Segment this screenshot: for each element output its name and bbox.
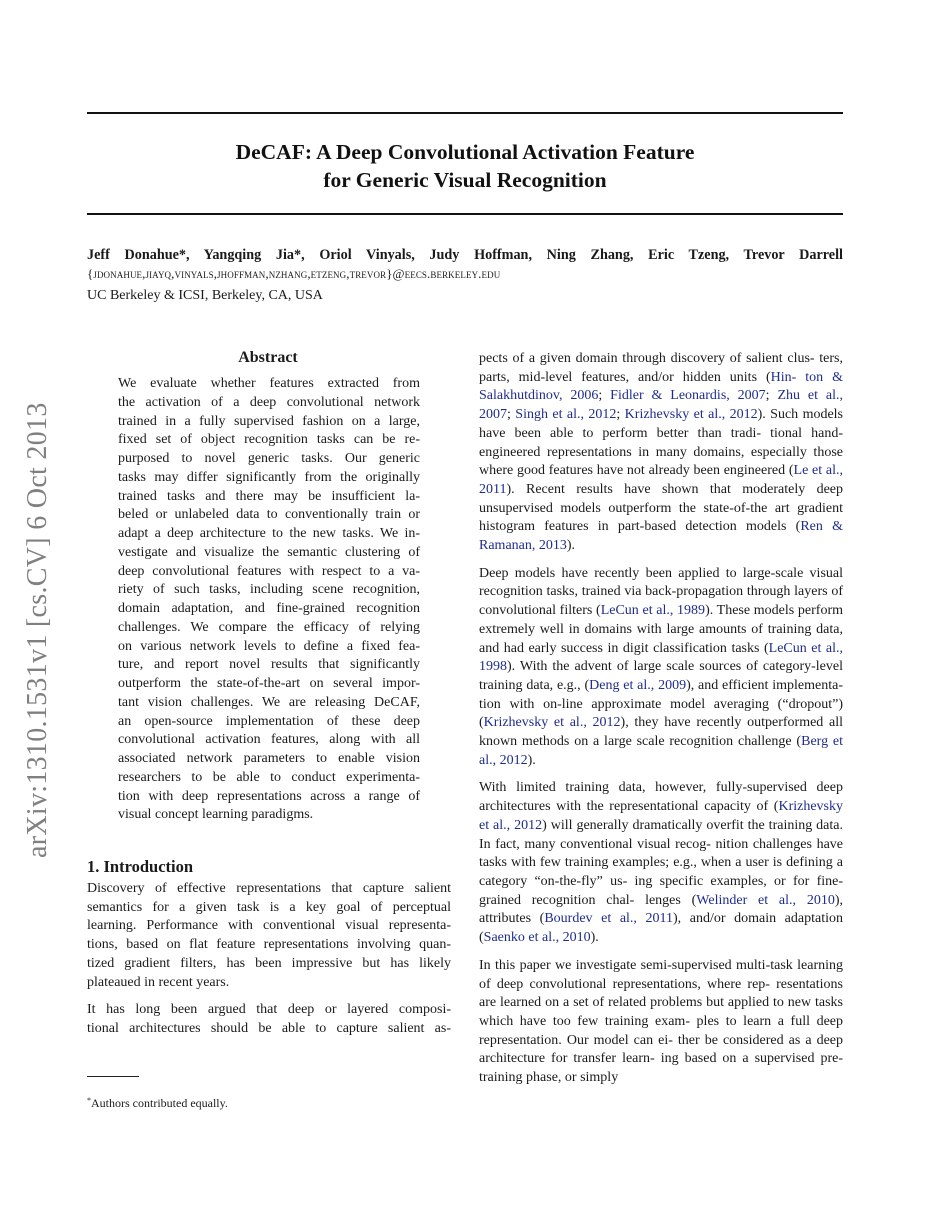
text-run: ). Such models have been able to perform better than tradi- tional hand-engineered representations in many domains, especially those where good features have not already been engineered (	[479, 407, 844, 479]
citation-link[interactable]: Krizhevsky et al., 2012	[624, 407, 758, 423]
text-run: ), attributes (	[479, 892, 843, 927]
text-line: ture, and report novel results that significantly	[118, 657, 420, 673]
left-column-intro-text	[87, 880, 451, 1048]
text-run: ), and efficient implementa- tion with on-line approximate model averaging (“dropout”) (	[479, 677, 843, 731]
text-run: ), they have recently outperformed all known methods on a large scale recognition challenge (	[479, 715, 843, 750]
text-line: We evaluate whether features extracted from	[118, 376, 420, 391]
paragraph	[479, 957, 843, 1088]
title-bottom-rule	[87, 213, 843, 215]
citation-link[interactable]: Bourdev et al., 2011	[544, 911, 673, 927]
text-run: ).	[527, 752, 536, 768]
citation-link[interactable]: LeCun et al., 1989	[600, 603, 706, 619]
text-line: vestigate and visualize the semantic clustering of	[118, 544, 420, 560]
footnote-rule	[87, 1076, 139, 1077]
text-run: ) will generally dramatically overfit the training data. In fact, many conventional visual recog- nition challenges have tasks with few training examples; e.g., when a user is defining a category “on-the-fly” us- ing specific examples, or for fine-grained recognition chal- lenges (	[479, 817, 843, 908]
citation-link[interactable]: Saenko et al., 2010	[483, 930, 591, 946]
text-line: tized gradient filters, has been impressive but has likely	[87, 955, 451, 971]
abstract-body	[118, 375, 420, 825]
text-line: It has long been argued that deep or layered composi-	[87, 1002, 451, 1018]
text-line: tasks may differ significantly from the originally	[118, 469, 420, 485]
text-line: tional architectures should be able to capture salient as-	[87, 1020, 451, 1036]
text-line: adapt a deep architecture to the new tasks. We in-	[118, 526, 420, 541]
citation-link[interactable]: Deng et al., 2009	[589, 677, 687, 693]
text-line: fixed set of object recognition tasks can be re-	[118, 432, 420, 448]
text-line: researchers to be able to conduct experimenta-	[118, 769, 420, 785]
arxiv-identifier-stamp: arXiv:1310.1531v1 [cs.CV] 6 Oct 2013	[22, 402, 53, 858]
text-run: ;	[598, 388, 611, 404]
author-list	[87, 246, 843, 264]
citation-link[interactable]: LeCun et al., 1998	[479, 640, 843, 675]
citation-link[interactable]: Krizhevsky et al., 2012	[483, 715, 621, 731]
text-line: plateaued in recent years.	[87, 974, 230, 990]
text-run: ).	[590, 930, 599, 946]
citation-link[interactable]: Berg et al., 2012	[479, 734, 843, 768]
text-run: Deep models have recently been applied to large-scale visual recognition tasks, trained via back-propagation through layers of convolutional filters (	[479, 565, 843, 619]
citation-link[interactable]: Fidler & Leonardis, 2007	[610, 388, 766, 404]
text-line: deep convolutional features with respect to a va-	[118, 563, 420, 579]
section-heading-introduction: 1. Introduction	[87, 857, 194, 876]
paper-title-line-2: for Generic Visual Recognition	[323, 168, 607, 192]
text-line: convolutional activation features, along with all	[118, 732, 420, 748]
text-line: tion with deep representations across a range of	[118, 788, 420, 804]
text-run: ;	[507, 407, 516, 423]
text-line: challenges. We compare the efficacy of relying	[118, 619, 420, 635]
text-run: pects of a given domain through discovery of salient clus- ters, parts, mid-level features, and/or hidden units (	[479, 351, 843, 385]
text-run: ;	[616, 407, 625, 423]
author-affiliation: UC Berkeley & ICSI, Berkeley, CA, USA	[87, 288, 323, 303]
text-run: ). These models perform extremely well in domains with large amounts of training data, and had early success in digit classification tasks (	[479, 603, 843, 656]
citation-link[interactable]: Le et al., 2011	[479, 463, 843, 497]
text-line: semantics for a given task is a key goal of perceptual	[87, 899, 451, 915]
text-run: With limited training data, however, fully-supervised deep architectures with the representational capacity of (	[479, 780, 843, 815]
right-column-text	[479, 350, 843, 1097]
citation-link[interactable]: Zhu et al., 2007	[479, 388, 844, 423]
citation-link[interactable]: Hin- ton & Salakhutdinov, 2006	[479, 369, 843, 404]
paragraph	[87, 880, 451, 992]
text-line: an open-source implementation of these deep	[118, 713, 420, 729]
footnote-text: Authors contributed equally.	[91, 1096, 228, 1110]
text-line: trained in a fully supervised fashion on a large,	[118, 413, 420, 429]
paper-title-line-1: DeCAF: A Deep Convolutional Activation Feature	[235, 140, 695, 164]
text-line: visual concept learning paradigms.	[118, 807, 314, 823]
citation-link[interactable]: Krizhevsky et al., 2012	[479, 799, 843, 833]
text-line: riety of such tasks, including scene recognition,	[118, 582, 420, 598]
text-line: beled or unlabeled data to conventionally train or	[118, 507, 420, 523]
text-run: In this paper we investigate semi-supervised multi-task learning of deep convolutional representations, where rep- resentations are learned on a set of related problems but applied to new tasks which have too few training exam- ples to learn a full deep representation. Our model can ei- ther be considered as a deep architecture for transfer learn- ing based on a supervised pre-training phase, or simply	[479, 957, 843, 1086]
text-line: tions, based on flat feature representations involving quan-	[87, 937, 451, 953]
text-line: purposed to novel generic tasks. Our generic	[118, 451, 420, 466]
paragraph	[479, 779, 843, 947]
text-run: ). With the advent of large scale sources of category-level training data, e.g., (	[479, 659, 843, 693]
author-emails: {jdonahue,jiayq,vinyals,jhoffman,nzhang,etzeng,trevor}@eecs.berkeley.edu	[87, 266, 501, 281]
text-line: the activation of a deep convolutional network	[118, 394, 420, 410]
footnote	[87, 1093, 228, 1111]
text-run: ), and/or domain adaptation (	[479, 911, 843, 946]
text-line: Discovery of effective representations that capture salient	[87, 881, 451, 896]
text-line: tant vision challenges. We are releasing DeCAF,	[118, 694, 420, 710]
text-run: ). Recent results have shown that moderately deep unsupervised models outperform the state-of-the art gradient histogram features in part-based detection models (	[479, 481, 843, 535]
text-line: associated network parameters to enable vision	[118, 751, 420, 766]
text-line: trained tasks and there may be insufficient la-	[118, 488, 420, 504]
text-run: ).	[566, 538, 576, 554]
paragraph	[479, 350, 843, 556]
citation-link[interactable]: Welinder et al., 2010	[696, 892, 835, 908]
footnote-marker: *	[87, 1096, 91, 1105]
paper-title	[87, 138, 843, 194]
paragraph	[479, 565, 843, 771]
title-top-rule	[87, 112, 843, 114]
citation-link[interactable]: Ren & Ramanan, 2013	[479, 519, 843, 554]
author-names: Jeff Donahue*, Yangqing Jia*, Oriol Vinyals, Judy Hoffman, Ning Zhang, Eric Tzeng, Trevor Darrell	[87, 247, 843, 263]
text-run: ;	[765, 388, 778, 404]
text-line: learning. Performance with conventional visual representa-	[87, 918, 451, 934]
text-line: outperform the state-of-the-art on several impor-	[118, 676, 420, 691]
citation-link[interactable]: Singh et al., 2012	[515, 407, 617, 423]
text-line: domain adaptation, and fine-grained recognition	[118, 601, 420, 616]
paragraph	[87, 1001, 451, 1038]
text-line: on various network levels to define a fixed fea-	[118, 638, 420, 654]
abstract-heading: Abstract	[238, 349, 298, 366]
